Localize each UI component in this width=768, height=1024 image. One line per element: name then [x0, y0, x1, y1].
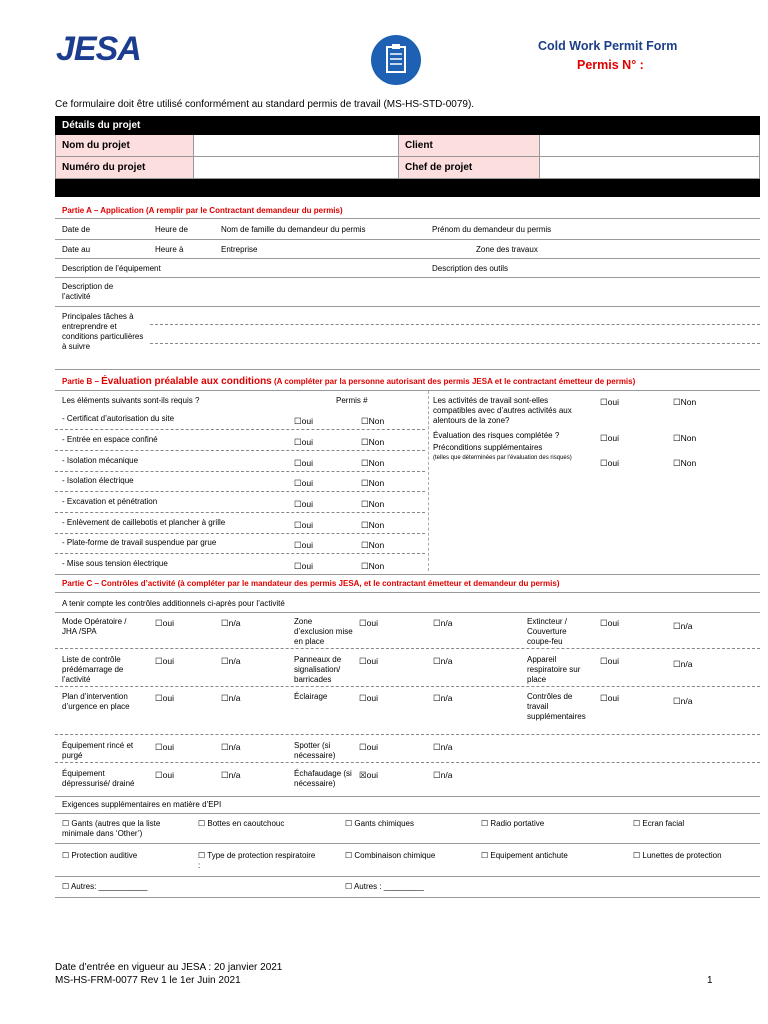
ppe-goggles[interactable]: ☐ Lunettes de protection [633, 851, 722, 860]
form-title: Cold Work Permit Form [538, 39, 678, 53]
part-b-item-non[interactable]: ☐Non [361, 478, 385, 488]
part-c-title: Partie C – Contrôles d’activité (à compléter par le mandateur des permis JESA, et le contractant émetteur et demandeur du permis) [62, 579, 560, 588]
part-b-item-label: - Entrée en espace confiné [62, 435, 158, 444]
part-c-oui[interactable]: ☐oui [155, 742, 174, 752]
part-b-item-label: - Certificat d’autorisation du site [62, 414, 175, 423]
part-b-item-oui[interactable]: ☐oui [294, 561, 313, 571]
part-c-control-label: Extincteur / Couverture coupe-feu [527, 617, 568, 646]
precond-non[interactable]: ☐Non [673, 458, 697, 468]
ppe-chemical-gloves[interactable]: ☐ Gants chimiques [345, 819, 414, 828]
compat-non[interactable]: ☐Non [673, 397, 697, 407]
part-b-item-label: - Excavation et pénétration [62, 497, 158, 506]
part-a-title: Partie A – Application (A remplir par le Contractant demandeur du permis) [62, 206, 343, 215]
part-c-control-label: Mode Opératoire / JHA /SPA [62, 617, 127, 636]
part-b-item-label: - Enlèvement de caillebotis et plancher à grille [62, 518, 226, 527]
part-b-row-line [55, 533, 425, 534]
document-reference: MS-HS-FRM-0077 Rev 1 le 1er Juin 2021 [55, 975, 241, 986]
project-name-field[interactable] [194, 135, 399, 157]
required-question: Les éléments suivants sont-ils requis ? [62, 396, 200, 405]
first-name-label: Prénom du demandeur du permis [432, 225, 552, 234]
ppe-fall-arrest[interactable]: ☐ Equipement antichute [481, 851, 568, 860]
part-c-row-line [55, 686, 760, 687]
effective-date: Date d’entrée en vigueur au JESA : 20 janvier 2021 [55, 962, 283, 973]
part-c-control-label: Appareil respiratoire sur place [527, 655, 581, 684]
part-c-na[interactable]: ☐n/a [221, 656, 241, 666]
part-c-control-label: Zone d’exclusion mise en place [294, 617, 353, 646]
part-c-control-label: Éclairage [294, 692, 328, 701]
intro-text: Ce formulaire doit être utilisé conformément au standard permis de travail (MS-HS-STD-0079). [55, 99, 475, 110]
part-c-oui[interactable]: ☐oui [155, 693, 174, 703]
ppe-respiratory-type[interactable]: ☐ Type de protection respiratoire : [198, 851, 316, 870]
part-c-oui[interactable]: ☐oui [359, 618, 378, 628]
part-c-na[interactable]: ☐n/a [433, 693, 453, 703]
extra-preconditions-question: Préconditions supplémentaires [433, 443, 543, 452]
part-c-na[interactable]: ☐n/a [221, 693, 241, 703]
part-b-item-oui[interactable]: ☐oui [294, 520, 313, 530]
part-c-control-label: Spotter (si nécessaire) [294, 741, 336, 760]
ppe-gloves[interactable]: ☐ Gants (autres que la liste minimale dans ‘Other’) [62, 819, 161, 838]
part-b-item-non[interactable]: ☐Non [361, 561, 385, 571]
permit-number-col: Permis # [336, 396, 368, 405]
part-b-row-line [55, 553, 425, 554]
part-b-row-line [55, 491, 425, 492]
project-number-field[interactable] [194, 157, 399, 179]
part-b-item-label: - Isolation électrique [62, 476, 134, 485]
project-manager-field[interactable] [540, 157, 760, 179]
company-label: Entreprise [221, 245, 258, 254]
part-c-na[interactable]: ☐n/a [673, 621, 693, 631]
part-c-oui[interactable]: ☐oui [155, 618, 174, 628]
part-c-control-label: Liste de contrôle prédémarrage de l’activité [62, 655, 124, 684]
part-b-item-non[interactable]: ☐Non [361, 437, 385, 447]
part-c-oui[interactable]: ☐oui [359, 656, 378, 666]
ppe-radio[interactable]: ☐ Radio portative [481, 819, 545, 828]
ppe-hearing[interactable]: ☐ Protection auditive [62, 851, 138, 860]
tools-description-label: Description des outils [432, 264, 509, 273]
part-c-oui-checked[interactable]: ☒oui [359, 770, 378, 780]
part-b-item-oui[interactable]: ☐oui [294, 540, 313, 550]
part-b-item-label: - Isolation mécanique [62, 456, 139, 465]
part-c-oui[interactable]: ☐oui [359, 693, 378, 703]
ppe-other-1[interactable]: ☐ Autres: ___________ [62, 882, 148, 891]
part-c-control-label: Contrôles de travail supplémentaires [527, 692, 586, 721]
part-b-item-label: - Mise sous tension électrique [62, 559, 168, 568]
ppe-chemical-suit[interactable]: ☐ Combinaison chimique [345, 851, 436, 860]
activity-description-label: Description de l’activité [62, 282, 114, 301]
project-number-label: Numéro du projet [56, 157, 194, 179]
date-au-label: Date au [62, 245, 91, 254]
black-separator [56, 179, 760, 197]
part-c-control-label: Équipement dépressurisé/ drainé [62, 769, 135, 788]
part-c-oui[interactable]: ☐oui [155, 656, 174, 666]
part-c-row-line [55, 762, 760, 763]
page-number: 1 [707, 975, 713, 986]
part-b-item-non[interactable]: ☐Non [361, 540, 385, 550]
part-b-item-oui[interactable]: ☐oui [294, 437, 313, 447]
client-field[interactable] [540, 135, 760, 157]
permit-number-label: Permis N° : [577, 58, 644, 72]
project-section-title: Détails du projet [56, 117, 760, 135]
heure-a-label: Heure à [155, 245, 184, 254]
part-b-item-oui[interactable]: ☐oui [294, 458, 313, 468]
part-b-item-oui[interactable]: ☐oui [294, 499, 313, 509]
risk-assessment-question: Évaluation des risques complétée ? [433, 431, 560, 440]
part-b-row-line [55, 450, 425, 451]
part-c-oui[interactable]: ☐oui [600, 618, 619, 628]
clipboard-icon [371, 35, 421, 85]
part-c-oui[interactable]: ☐oui [600, 656, 619, 666]
part-b-item-oui[interactable]: ☐oui [294, 416, 313, 426]
ppe-other-2[interactable]: ☐ Autres : _________ [345, 882, 424, 891]
risk-non[interactable]: ☐Non [673, 433, 697, 443]
main-tasks-label: Principales tâches à entreprendre et conditions particulières à suivre [62, 312, 144, 351]
jesa-logo: JESA [56, 30, 141, 68]
part-b-item-non[interactable]: ☐Non [361, 520, 385, 530]
client-label: Client [399, 135, 540, 157]
part-c-control-label: Équipement rincé et purgé [62, 741, 134, 760]
part-c-intro: A tenir compte les contrôles additionnels ci-après pour l’activité [62, 599, 285, 608]
part-c-row-line [55, 648, 760, 649]
part-b-item-oui[interactable]: ☐oui [294, 478, 313, 488]
part-b-row-line [55, 471, 425, 472]
part-c-na[interactable]: ☐n/a [433, 770, 453, 780]
part-b-item-label: - Plate-forme de travail suspendue par grue [62, 538, 217, 547]
part-b-item-non[interactable]: ☐Non [361, 499, 385, 509]
ppe-rubber-boots[interactable]: ☐ Bottes en caoutchouc [198, 819, 285, 828]
part-c-na[interactable]: ☐n/a [221, 742, 241, 752]
heure-de-label: Heure de [155, 225, 188, 234]
extra-preconditions-note: (telles que déterminées par l’évaluation des risques) [433, 455, 572, 461]
compat-oui[interactable]: ☐oui [600, 397, 619, 407]
part-c-control-label: Panneaux de signalisation/ barricades [294, 655, 342, 684]
part-b-title: Partie B – Évaluation préalable aux conditions (A compléter par la personne autorisant des permis JESA et le contractant émetteur de permis) [62, 376, 636, 387]
part-b-row-line [55, 512, 425, 513]
part-c-na[interactable]: ☐n/a [673, 696, 693, 706]
project-details-table [55, 116, 760, 197]
part-c-na[interactable]: ☐n/a [673, 659, 693, 669]
part-b-row-line [55, 429, 425, 430]
last-name-label: Nom de famille du demandeur du permis [221, 225, 366, 234]
part-c-oui[interactable]: ☐oui [600, 693, 619, 703]
compatibility-question: Les activités de travail sont-elles compatibles avec d’autres activités aux alentours de la zone? [433, 396, 572, 425]
part-c-na[interactable]: ☐n/a [433, 656, 453, 666]
part-c-control-label: Plan d’intervention d’urgence en place [62, 692, 130, 711]
equipment-description-label: Description de l’équipement [62, 264, 161, 273]
part-c-control-label: Échafaudage (si nécessaire) [294, 769, 352, 788]
part-c-na[interactable]: ☐n/a [221, 770, 241, 780]
part-c-na[interactable]: ☐n/a [433, 618, 453, 628]
project-name-label: Nom du projet [56, 135, 194, 157]
part-b-item-non[interactable]: ☐Non [361, 458, 385, 468]
date-de-label: Date de [62, 225, 91, 234]
ppe-title: Exigences supplémentaires en matière d’EPI [62, 800, 222, 809]
part-c-row-line [55, 734, 760, 735]
ppe-face-shield[interactable]: ☐ Ecran facial [633, 819, 685, 828]
risk-oui[interactable]: ☐oui [600, 433, 619, 443]
work-zone-label: Zone des travaux [476, 245, 538, 254]
part-c-oui[interactable]: ☐oui [359, 742, 378, 752]
part-c-na[interactable]: ☐n/a [221, 618, 241, 628]
project-manager-label: Chef de projet [399, 157, 540, 179]
precond-oui[interactable]: ☐oui [600, 458, 619, 468]
part-c-oui[interactable]: ☐oui [155, 770, 174, 780]
part-b-item-non[interactable]: ☐Non [361, 416, 385, 426]
part-c-na[interactable]: ☐n/a [433, 742, 453, 752]
